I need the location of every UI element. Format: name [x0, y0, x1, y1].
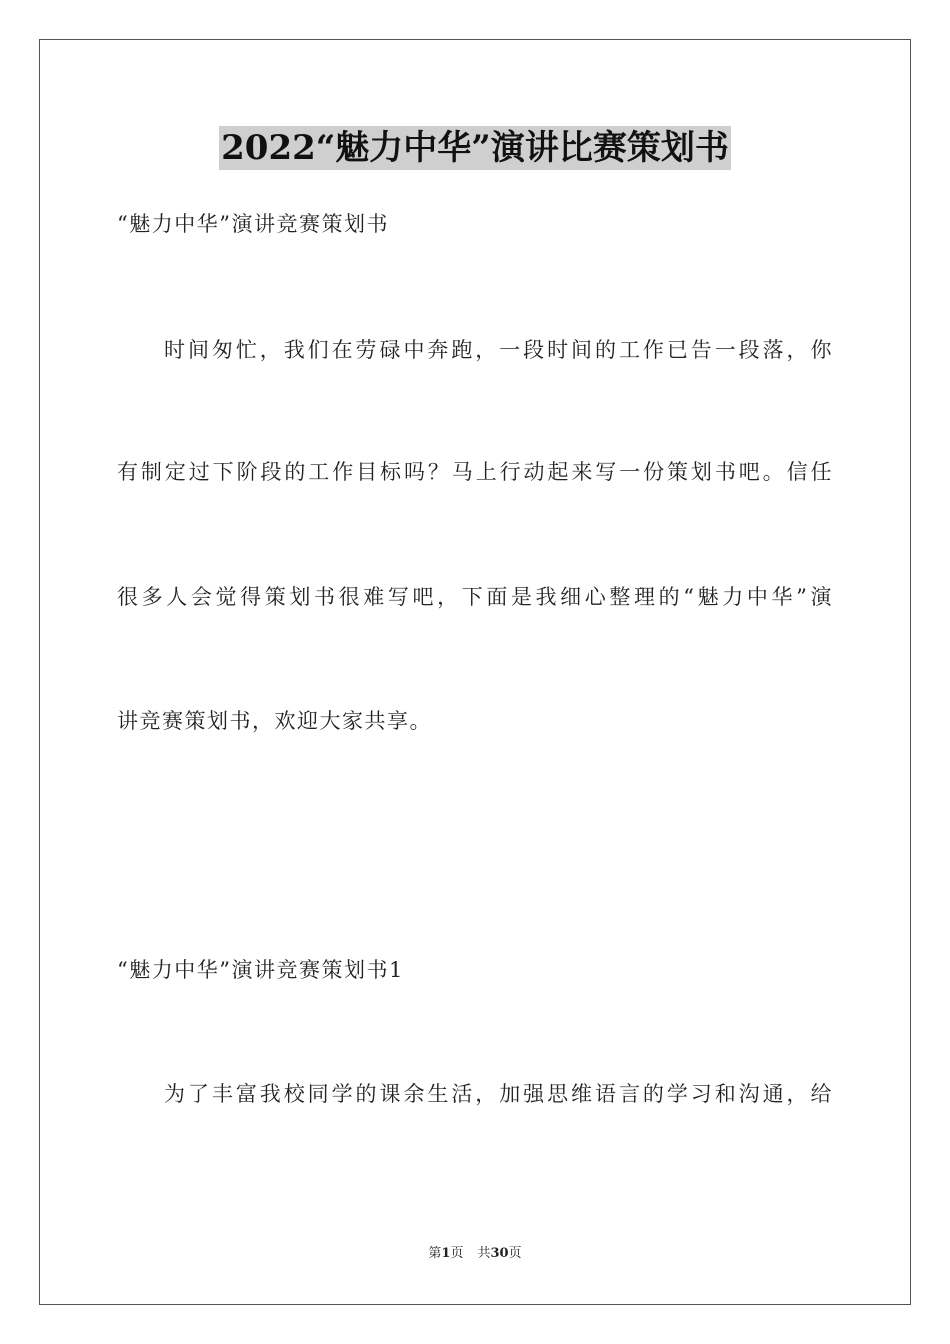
paragraph-line: 讲竞赛策划书，欢迎大家共享。 [117, 709, 432, 733]
paragraph-line: 很多人会觉得策划书很难写吧，下面是我细心整理的“魅力中华”演 [117, 585, 833, 609]
total-pages-suffix: 页 [508, 1246, 522, 1261]
paragraph-line: 时间匆忙，我们在劳碌中奔跑，一段时间的工作已告一段落，你 [164, 338, 833, 362]
document-title [0, 126, 950, 170]
paragraph-line: 有制定过下阶段的工作目标吗？马上行动起来写一份策划书吧。信任 [117, 460, 833, 484]
total-pages-prefix: 共 [477, 1246, 491, 1261]
total-pages-number: 30 [490, 1246, 509, 1261]
document-title-text: 2022“魅力中华”演讲比赛策划书 [221, 128, 729, 168]
page-number-suffix: 页 [450, 1246, 464, 1261]
page-number-prefix: 第 [428, 1246, 442, 1261]
page-footer [0, 1245, 950, 1263]
paragraph-line: 为了丰富我校同学的课余生活，加强思维语言的学习和沟通，给 [164, 1082, 833, 1106]
current-page-number: 1 [441, 1246, 451, 1261]
section-heading: “魅力中华”演讲竞赛策划书1 [117, 958, 404, 982]
section-heading: “魅力中华”演讲竞赛策划书 [117, 212, 389, 236]
